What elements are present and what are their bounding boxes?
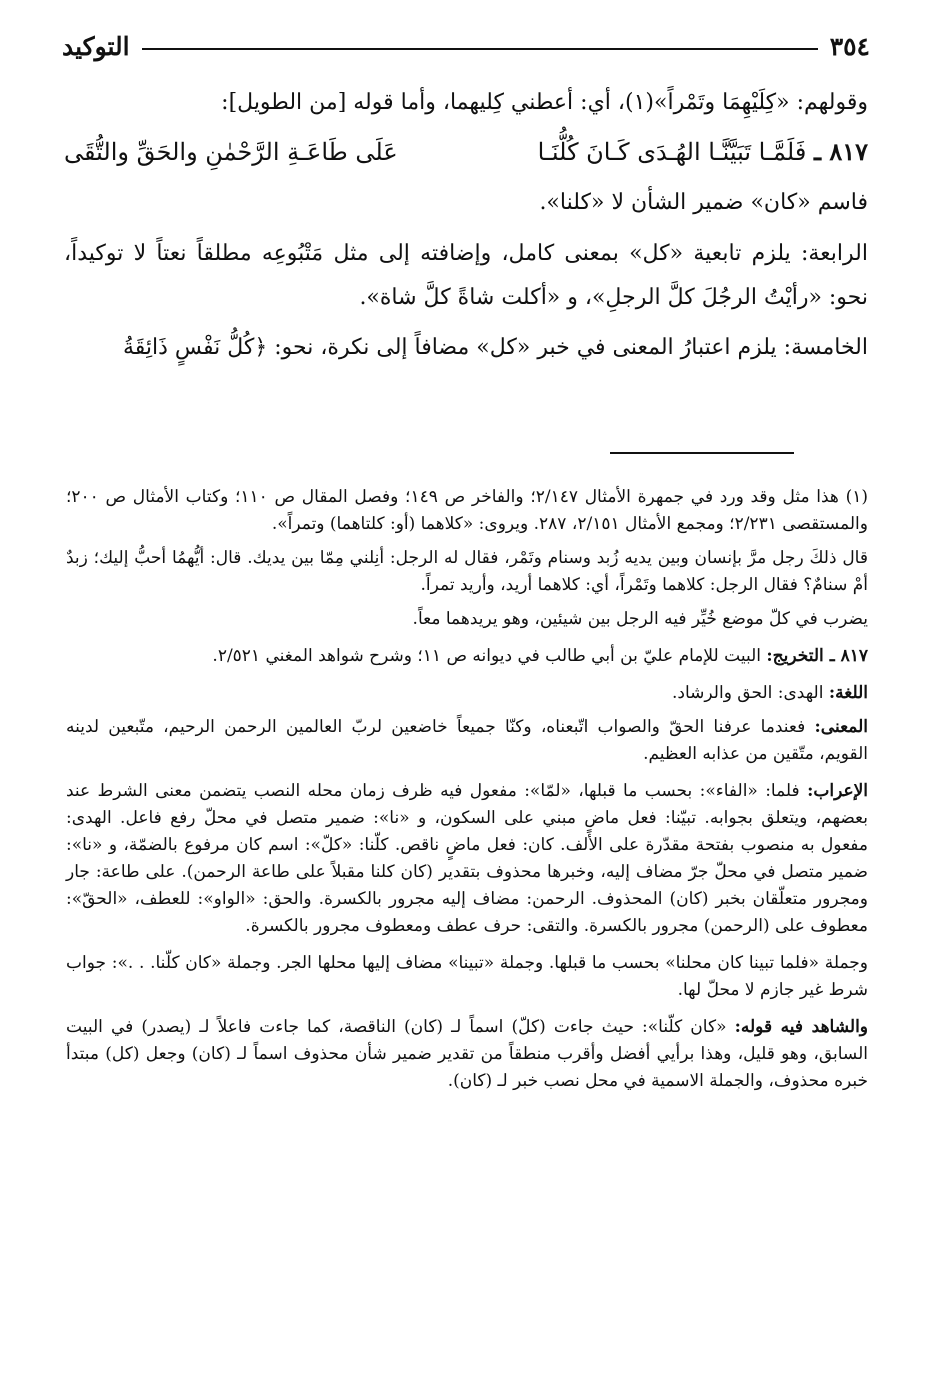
main-text [64, 84, 868, 370]
fourth-paragraph: الرابعة: يلزم تابعية «كل» بمعنى كامل، وإضافته إلى مثل مَتْبُوعِه مطلقاً نعتاً لا توكيداً، نحو: «رأيْتُ الرجُلَ كلَّ الرجلِ»، و «أكلت شاةً كلَّ شاة». [64, 241, 868, 310]
after-verse-line: فاسم «كان» ضمير الشأن لا «كلنا». [539, 190, 868, 215]
lugha-label: اللغة: [828, 683, 868, 703]
maana-label: المعنى: [814, 717, 869, 737]
takhrij-paragraph [66, 643, 868, 670]
footnotes [66, 484, 868, 1102]
shahid-text: «كان كلّنا»: حيث جاءت (كلّ) اسماً لـ (كان) الناقصة، كما جاءت فاعلاً لـ (يصدر) في البيت السابق، وهو قليل، وهذا برأيي أفضل وأقرب منطقاً من تقدير ضمير شأن محذوف اسماً لـ (كان) وجعل (كل) مبتدأ خبره محذوف، والجملة الاسمية في محل نصب خبر لـ (كان). [66, 1017, 868, 1091]
takhrij-label: ٨١٧ ـ التخريج: [766, 646, 868, 666]
verse-second-hemistich: عَلَى طَاعَـةِ الرَّحْمٰنِ والحَقِّ والتُّقَى [64, 138, 398, 166]
footnote-separator [610, 452, 794, 454]
footnote-1-story: قال ذلكَ رجل مرَّ بإنسان وبين يديه زُبد وسنام وتَمْر، فقال له الرجل: أنِلني مِمّا بين يديك. قال: أيُّهمُا أحبُّ إليك؛ زبدٌ أمْ سنامٌ؟ فقال الرجل: كلاهما وتَمْراً، أي: كلاهما أريد، وأريد تمراً. [66, 548, 868, 595]
chapter-title: التوكيد [62, 31, 130, 61]
verse-first-hemistich: فَلَمَّـا تَبَيَّنَّـا الهُـدَى كَـانَ كُلُّنَـا [537, 138, 807, 166]
poetry-verse [64, 128, 868, 176]
irab-label: الإعراب: [807, 781, 869, 801]
shahid-paragraph [66, 1014, 868, 1095]
header-rule [142, 48, 818, 50]
shahid-label: والشاهد فيه قوله: [734, 1017, 869, 1037]
verse-first-half [538, 128, 868, 176]
takhrij-text: البيت للإمام عليّ بن أبي طالب في ديوانه ص ١١؛ وشرح شواهد المغني ٢/٥٢١. [212, 646, 761, 666]
maana-paragraph [66, 714, 868, 768]
footnote-1-usage: يضرب في كلّ موضع خُيِّر فيه الرجل بين شيئين، وهو يريدهما معاً. [412, 609, 868, 629]
page-number: ٣٥٤ [829, 31, 870, 61]
maana-text: فعندما عرفنا الحقّ والصواب اتّبعناه، وكنّا جميعاً خاضعين لربّ العالمين الرحمن الرحيم، متّبعين لدينه القويم، متّقين من عذابه العظيم. [66, 717, 868, 764]
intro-line: وقولهم: «كِلَيْهِمَا وتَمْراً»(١)، أي: أعطني كِليهما، وأما قوله [من الطويل]: [221, 90, 868, 115]
running-header [62, 28, 870, 64]
jumla-paragraph: وجملة «فلما تبينا كان محلنا» بحسب ما قبلها. وجملة «تبينا» مضاف إليها محلها الجر. وجملة «كان كلّنا. . .»: جواب شرط غير جازم لا محلّ لها. [66, 953, 868, 1000]
lugha-text: الهدى: الحق والرشاد. [672, 683, 824, 703]
footnote-1-source: (١) هذا مثل وقد ورد في جمهرة الأمثال ٢/١٤٧؛ والفاخر ص ١٤٩؛ وفصل المقال ص ١١٠؛ وكتاب الأمثال ص ٢٠٠؛ والمستقصى ٢/٢٣١؛ ومجمع الأمثال ٢/١٥١، ٢٨٧. ويروى: «كلاهما (أو: كلتاهما) وتمراً». [66, 487, 869, 534]
fifth-paragraph: الخامسة: يلزم اعتبارُ المعنى في خبر «كل» مضافاً إلى نكرة، نحو: ﴿كُلُّ نَفْسٍ ذَائِقَةُ [122, 335, 868, 360]
lugha-paragraph [66, 680, 868, 707]
irab-text: فلما: «الفاء»: بحسب ما قبلها، «لمّا»: مفعول فيه ظرف زمان محله النصب يتضمن معنى الشرط عند بعضهم، ويتعلق بجوابه. تبيّنا: فعل ماضٍ مبني على السكون، و «نا»: ضمير متصل في محلّ رفع فاعل. الهدى: مفعول به منصوب بفتحة مقدّرة على الألف. كان: فعل ماضٍ ناقص. كلّنا: «كلّ»: اسم كان مرفوع بالضمّة، و «نا»: ضمير متصل في محلّ جرّ مضاف إليه، وخبرها محذوف بتقدير (كان كلنا مقبلاً على طاعة الرحمن). على طاعة: جار ومجرور متعلّقان بخبر (كان) المحذوف. الرحمن: مضاف إليه مجرور بالكسرة. والحق: «الواو»: للعطف، «الحقّ»: معطوف على (الرحمن) مجرور بالكسرة. والتقى: حرف عطف ومعطوف مجرور بالكسرة. [66, 781, 868, 936]
verse-number: ٨١٧ ـ [813, 137, 868, 166]
irab-paragraph [66, 778, 868, 940]
